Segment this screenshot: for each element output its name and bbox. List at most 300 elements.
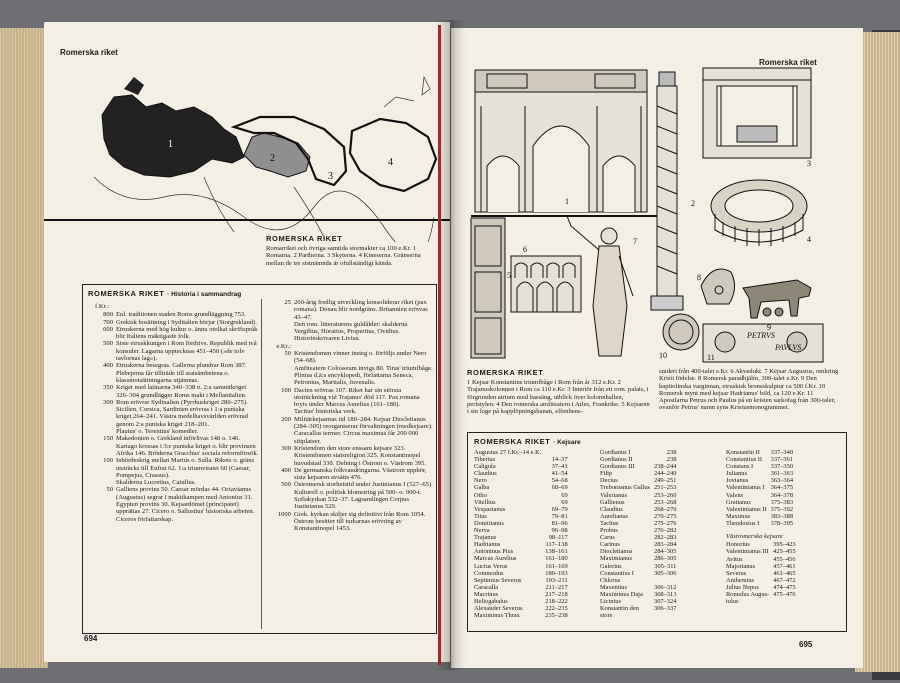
map-caption xyxy=(266,234,436,267)
emperor-name: Hadrianus xyxy=(474,541,501,549)
ivory-carving-illustration xyxy=(471,218,505,358)
emperor-name: Gordianus II xyxy=(600,456,633,464)
map-caption-text: Romarriket och övriga samtida stormakter ca 100 e.Kr. 1 Romarna. 2 Partherna. 3 Skyterna. 4 Kineserna. Gränserna mellan de tre sistnämnda är ofullständigt kända. xyxy=(266,245,421,267)
emperor-name: Avitus xyxy=(726,555,743,563)
illus-number-2: 2 xyxy=(691,199,695,208)
emperor-name: Titus xyxy=(474,512,487,520)
emperor-reign: 238 xyxy=(666,456,677,464)
emperor-reign: 383–388 xyxy=(770,512,794,520)
emperor-row xyxy=(600,612,682,619)
timeline-entry xyxy=(265,365,433,387)
emperor-name: tulus xyxy=(726,598,739,606)
emperor-reign: 284–305 xyxy=(654,548,677,556)
emperor-name: Antoninus Pius xyxy=(474,548,514,556)
left-page-edges xyxy=(0,28,48,668)
illustration-caption-text-left: 1 Kejsar Konstantins triumfbåge i Rom från år 312 e.Kr. 2 Trajanuskolonnen i Rom ca 110 e.Kr. 3 Interiör från ett rom. palats, i förgrunden atrium med bassäng, utblick över kolonnhallen, peristylen. 4 Den romerska amfiteatern i Arles, Frankrike. 5 Kejsaren i sin loge på kapplöpningsbanan, elfenbens- xyxy=(467,379,650,416)
emperor-row xyxy=(474,527,574,534)
emperor-reign: 249–251 xyxy=(654,477,677,485)
emperor-name: Caligula xyxy=(474,463,496,471)
chinese-region xyxy=(350,119,436,191)
emperor-reign: 337–340 xyxy=(770,449,794,456)
timeline-column-1 xyxy=(87,303,259,523)
emperor-row xyxy=(726,499,799,506)
emperor-name: Gallienus xyxy=(600,498,625,506)
emperor-row xyxy=(474,506,574,513)
emperor-name: Julianus xyxy=(726,470,747,478)
timeline-text: Grek. kyrkan skiljer sig definitivt från Rom 1054. Östrom besitter till turkarnas erövring av Konstantinopel 1453. xyxy=(294,510,426,533)
hadrian-coin-illustration xyxy=(663,314,699,350)
emperor-reign xyxy=(773,598,801,605)
timeline-text: Plautus' o. Terentius' komedier. xyxy=(116,428,199,436)
emperors-box xyxy=(467,432,847,632)
emperor-row xyxy=(726,506,799,513)
emperor-name: Maximianus xyxy=(600,555,632,563)
timeline-text: Kriget med latinarna 340–338 o. 2:a samnitkriget 326–304 grundlägger Roms makt i Mellanitalien. xyxy=(116,384,247,399)
timeline-year: 100 xyxy=(103,457,113,465)
emperor-name: Konstantin II xyxy=(726,449,760,456)
emperor-reign: 222–235 xyxy=(545,605,568,613)
emperor-row xyxy=(600,570,682,577)
emperor-name: Konstantin den xyxy=(600,605,639,613)
illus-number-7: 7 xyxy=(633,237,637,246)
emperor-name: Trebonianus Gallus xyxy=(600,484,651,492)
emperor-name: Licinius xyxy=(600,597,621,605)
map-number-4: 4 xyxy=(388,157,393,168)
emperor-name: Valerianus xyxy=(600,491,627,499)
emperor-name: Trajanus xyxy=(474,534,497,542)
bookmark-ribbon xyxy=(438,25,441,665)
emperor-reign: 37–41 xyxy=(551,463,568,471)
parthian-region xyxy=(244,133,310,177)
emperor-reign: 14–37 xyxy=(551,456,568,464)
emperor-name: Majorianus xyxy=(726,562,756,570)
timeline-year: 50 xyxy=(106,486,113,494)
western-emperors-heading: Västromerska kejsare xyxy=(726,533,783,541)
emperor-name: Tacitus xyxy=(600,519,619,527)
timeline-entry xyxy=(265,343,433,350)
emperor-reign: 161–180 xyxy=(545,555,568,563)
emperor-row xyxy=(600,477,682,484)
emperor-row xyxy=(600,605,682,612)
emperor-reign: 276–282 xyxy=(654,527,677,535)
timeline-text: Grekisk bosättning i Syditalien börjar (Storgrekland). xyxy=(116,318,257,326)
emperor-name: Heliogabalus xyxy=(474,597,508,605)
emperor-row xyxy=(600,555,682,562)
emperor-row xyxy=(474,563,574,570)
emperor-row xyxy=(474,456,574,463)
timeline-year: 200 xyxy=(281,415,291,423)
emperor-row xyxy=(726,492,799,499)
emperor-reign: 81–96 xyxy=(551,519,568,527)
emperor-name: Carinus xyxy=(600,541,620,549)
emperor-row xyxy=(726,584,802,591)
emperor-row xyxy=(474,598,574,605)
timeline-entry xyxy=(87,457,259,479)
illus-number-3: 3 xyxy=(807,159,811,168)
emperor-row xyxy=(474,499,574,506)
history-summary-title: ROMERSKA RIKET · Historia i sammandrag xyxy=(88,289,242,298)
emperor-row xyxy=(726,591,802,598)
emperor-reign: 378–395 xyxy=(770,519,794,527)
illus-number-1: 1 xyxy=(565,197,569,206)
emperor-row xyxy=(474,449,574,456)
timeline-entry xyxy=(87,384,259,399)
emperor-reign: 69 xyxy=(561,498,568,506)
emperor-name: Domitianus xyxy=(474,519,504,527)
emperor-row xyxy=(474,570,574,577)
timeline-text: Kristendom den store enssam kejsare 323. Kristendomen statsreligion 325. Konstantinopel huvudstad 330. Delning i Östrom o. Västrom 395. xyxy=(294,444,427,467)
emperor-row xyxy=(726,570,802,577)
emperor-name: Valentinianus III xyxy=(726,548,769,556)
emperor-row xyxy=(726,470,799,477)
illus-number-5: 5 xyxy=(507,271,511,280)
emperor-reign: 161–169 xyxy=(545,562,568,570)
emperor-name: Lucius Verus xyxy=(474,562,508,570)
emperor-reign: 69 xyxy=(561,491,568,499)
timeline-year: 300 xyxy=(281,444,291,452)
emperor-row xyxy=(474,577,574,584)
emperor-reign: 425–455 xyxy=(773,548,796,556)
timeline-entry xyxy=(265,350,433,365)
map-number-2: 2 xyxy=(270,153,275,164)
timeline-text: Tacitus' historiska verk. xyxy=(294,408,357,416)
world-map xyxy=(84,67,444,242)
illustration-caption-title: ROMERSKA RIKET xyxy=(467,368,544,377)
timeline-entry xyxy=(87,479,259,486)
emperor-name: Commodus xyxy=(474,569,504,577)
emperor-reign: 306–312 xyxy=(654,583,677,591)
emperor-reign xyxy=(654,577,682,584)
emperor-row xyxy=(600,456,682,463)
timeline-heading-bc: f.Kr.: xyxy=(95,303,109,310)
timeline-entry xyxy=(265,445,433,467)
emperor-reign: 79–81 xyxy=(551,512,568,520)
emperor-reign: 211–217 xyxy=(545,583,568,591)
timeline-entry xyxy=(265,511,433,533)
emperor-reign: 238–244 xyxy=(654,463,677,471)
map-rule xyxy=(44,219,450,221)
timeline-text: Skalderna Lucretius, Catullus. xyxy=(116,479,196,487)
timeline-entry xyxy=(87,340,259,362)
emperor-row xyxy=(726,541,802,548)
emperor-reign: 253–260 xyxy=(654,491,677,499)
timeline-text: Inbördeskrig mellan Marius o. Sulla. Rikets o. gräns utsträcks till Eufrat 62. 1:a triumviratet 60 (Caesar, Pompejus, Crassus). xyxy=(116,457,255,479)
emperor-name: Gordianus I xyxy=(600,449,631,456)
left-page xyxy=(44,22,450,662)
emperor-reign: 455–456 xyxy=(773,555,796,563)
emperor-reign: 307–324 xyxy=(654,597,677,605)
svg-text:PAVLVS: PAVLVS xyxy=(775,343,802,352)
emperor-name: Septimius Severus xyxy=(474,576,522,584)
emperor-name: Nero xyxy=(474,477,487,485)
timeline-entry xyxy=(87,428,259,435)
emperor-name: Filip xyxy=(600,470,613,478)
timeline-year xyxy=(265,365,294,387)
emperor-name: Carus xyxy=(600,534,615,542)
emperor-row xyxy=(474,470,574,477)
illus-number-4: 4 xyxy=(807,235,811,244)
emperor-name: Julius Nepos xyxy=(726,583,759,591)
illus-number-8: 8 xyxy=(697,273,701,282)
emperor-reign: 283–284 xyxy=(654,541,677,549)
timeline-year: 150 xyxy=(103,435,113,443)
page-number-right: 695 xyxy=(799,640,813,649)
emperor-row xyxy=(600,449,682,456)
emperor-row xyxy=(474,520,574,527)
timeline-column-2 xyxy=(265,299,433,533)
timeline-year xyxy=(265,321,294,343)
sarcophagus-illustration xyxy=(703,324,823,362)
emperor-reign: 364–375 xyxy=(770,484,794,492)
emperor-reign: 68–69 xyxy=(551,484,568,492)
emperor-row xyxy=(600,584,682,591)
timeline-year: 600 xyxy=(103,325,113,333)
timeline-year xyxy=(87,428,116,435)
timeline-year: 25 xyxy=(284,299,291,306)
emperor-row xyxy=(600,598,682,605)
emperor-reign: 275–276 xyxy=(654,519,677,527)
emperor-reign: 238 xyxy=(666,449,677,456)
timeline-entry xyxy=(265,321,433,343)
emperor-name: Constantius I xyxy=(600,569,634,577)
emperor-reign: 305–306 xyxy=(654,569,677,577)
emperor-row xyxy=(726,463,799,470)
emperor-row xyxy=(600,577,682,584)
emperor-row xyxy=(600,591,682,598)
emperor-reign: 54–68 xyxy=(551,477,568,485)
emperor-reign: 41–54 xyxy=(551,470,568,478)
illus-number-9: 9 xyxy=(767,323,771,332)
timeline-year: 400 xyxy=(281,466,291,474)
emperor-name: Tiberius xyxy=(474,456,496,464)
emperor-name: Chlorus xyxy=(600,576,621,584)
emperor-reign: 337–361 xyxy=(770,456,794,464)
emperor-row xyxy=(600,548,682,555)
emperor-row xyxy=(600,534,682,541)
emperor-row xyxy=(600,470,682,477)
emperor-row xyxy=(726,477,799,484)
emperor-reign: 306–337 xyxy=(654,605,677,613)
timeline-text: Militärkejsarnas tid 180–284. Kejsar Diocletianus (284–305) reorganiserar förvaltningen (medkejsare). Caracallas termer. Circus maximus får 200 000 sittplatser. xyxy=(294,415,433,445)
timeline-year: 50 xyxy=(284,350,291,358)
emperor-row xyxy=(600,563,682,570)
timeline-text: Etruskerna besegras. Gallerna plundrar Rom 387. Plebejerna får tillträde till statsämbetena o. klassmotsättningarna utjämnas. xyxy=(116,362,247,384)
emperor-row xyxy=(474,541,574,548)
emperor-reign: 286–305 xyxy=(654,555,677,563)
emperor-name: Anthemius xyxy=(726,576,755,584)
emperor-name: Galba xyxy=(474,484,490,492)
timeline-entry xyxy=(87,326,259,341)
emperor-reign: 364–378 xyxy=(770,491,794,499)
map-number-3: 3 xyxy=(328,171,333,182)
timeline-text: Dacien erövras 107. Riket har sin största utsträckning vid Trajanus' död 117. Pax romana bryts under Marcus Aurelius (161–180). xyxy=(294,386,420,409)
roman-empire-region xyxy=(102,95,244,177)
timeline-entry xyxy=(87,311,259,318)
emperor-reign: 253–268 xyxy=(654,498,677,506)
timeline-text: Enl. traditionen staden Roms grundläggning 753. xyxy=(116,311,246,319)
emperor-name: Vitellius xyxy=(474,498,496,506)
triumphal-arch-illustration xyxy=(471,70,657,216)
emperor-name: Romulus Augus- xyxy=(726,590,770,598)
emperor-row xyxy=(474,591,574,598)
emperor-name: Theodosius I xyxy=(726,519,760,527)
emperor-reign: 235–238 xyxy=(545,612,568,620)
emperor-row xyxy=(726,484,799,491)
emperor-name: Macrinus xyxy=(474,590,499,598)
emperor-name: store xyxy=(600,612,613,620)
emperor-name: Maximinus Daja xyxy=(600,590,643,598)
history-summary-box xyxy=(82,284,437,634)
emperor-row xyxy=(474,555,574,562)
emperor-reign: 305–311 xyxy=(654,562,677,570)
timeline-entry xyxy=(87,362,259,384)
emperor-row xyxy=(600,492,682,499)
timeline-entry xyxy=(265,387,433,409)
timeline-year: 350 xyxy=(103,384,113,392)
timeline-entry xyxy=(87,435,259,457)
running-header-right: Romerska riket xyxy=(759,58,817,67)
emperor-reign xyxy=(654,612,682,619)
timeline-text: Etruskerna med hög kultur o. ännu otolkat skriftspråk blir Italiens mäktigaste folk. xyxy=(116,325,258,341)
emperor-name: Galerius xyxy=(600,562,622,570)
britannia-region xyxy=(124,77,144,95)
timeline-year xyxy=(265,408,294,415)
emperor-name: Augustus 27 f.Kr.–14 e.K. xyxy=(474,449,542,456)
emperors-column-3 xyxy=(726,449,802,605)
emperor-reign: 461–465 xyxy=(773,569,796,577)
emperor-row xyxy=(600,541,682,548)
emperor-reign: 193–211 xyxy=(545,576,568,584)
emperor-reign: 251–253 xyxy=(654,484,677,492)
illustration-caption-text-right: snideri från 400-talet e.Kr. 6 Akvedukt. 7 Kejsar Augustus, omkring Kristi födelse. 8 Romersk paradhjälm, 300-talet e.Kr. 9 Den kapitolinska varginnan, etruskisk bronsskulptur ca 500 f.Kr. 10 Romersk mynt med kejsar Hadrianus' bild, ca 120 e.Kr. 11 Apostlarna Petrus och Paulus på en kristen sarkofag från 300-talet; ovanför Petrus' namn syns Kristusmonogrammet. xyxy=(659,368,839,412)
emperor-row xyxy=(600,463,682,470)
emperor-row xyxy=(474,477,574,484)
emperor-row xyxy=(474,612,574,619)
emperor-name: Probus xyxy=(600,527,618,535)
timeline-entry xyxy=(87,486,259,522)
emperor-row xyxy=(726,513,799,520)
emperor-name: Claudius xyxy=(600,505,623,513)
emperor-row xyxy=(600,513,682,520)
emperors-column-1 xyxy=(474,449,574,619)
timeline-text: De germanska folkvandringarna. Västrom upphör, sista kejsaren avsätts 476. xyxy=(294,466,427,482)
emperor-reign: 467–472 xyxy=(773,576,796,584)
emperor-reign: 69–79 xyxy=(551,505,568,513)
emperor-row xyxy=(726,548,802,555)
emperor-name: Marcus Aurelius xyxy=(474,555,517,563)
emperor-row xyxy=(474,605,574,612)
emperor-row xyxy=(726,556,802,563)
emperor-name: Alexander Severus xyxy=(474,605,523,613)
emperor-name: Diocletianus xyxy=(600,548,633,556)
timeline-entry xyxy=(265,416,433,445)
timeline-entry xyxy=(265,299,433,321)
emperor-row xyxy=(600,506,682,513)
emperor-row xyxy=(726,456,799,463)
emperor-reign: 361–363 xyxy=(770,470,794,478)
timeline-year: 100 xyxy=(281,386,291,394)
timeline-year: 1000 xyxy=(277,510,291,518)
emperor-name: Valens xyxy=(726,491,744,499)
emperor-name: Aurelianus xyxy=(600,512,629,520)
timeline-year: 400 xyxy=(103,362,113,370)
page-number-left: 694 xyxy=(84,634,98,643)
emperor-reign: 337–350 xyxy=(770,463,794,471)
svg-text:PETRVS: PETRVS xyxy=(747,331,775,340)
timeline-year: 500 xyxy=(281,481,291,489)
emperor-reign: 138–161 xyxy=(545,548,568,556)
emperor-name: Maxentius xyxy=(600,583,627,591)
emperor-row xyxy=(474,534,574,541)
emperor-row xyxy=(726,563,802,570)
emperor-row xyxy=(474,513,574,520)
timeline-text xyxy=(294,343,433,350)
emperor-reign: 218–222 xyxy=(545,597,568,605)
emperor-reign: 282–283 xyxy=(654,534,677,542)
aqueduct-illustration xyxy=(511,256,581,312)
emperor-reign: 395–423 xyxy=(773,541,796,549)
amphitheatre-illustration xyxy=(711,180,807,246)
emperor-reign: 375–392 xyxy=(770,505,794,513)
timeline-text: Östromersk storhetstid under Justinianus I (527–65). Kulturell o. politisk blomstring på 500- o. 900-t. Sofiakyrkan 532–37. Lagsamlingen Corpus Justinianus 529. xyxy=(294,481,433,511)
emperor-row xyxy=(600,499,682,506)
emperor-name: Nerva xyxy=(474,527,490,535)
emperor-name: Valentinianus II xyxy=(726,505,767,513)
timeline-text: Den rom. litteraturens guldålder: skalderna Vergilius, Horatius, Propertius, Ovidius. Historieskrivaren Livius. xyxy=(294,320,408,343)
emperor-row xyxy=(726,520,799,527)
timeline-entry xyxy=(87,319,259,326)
emperor-name: Maximinus Thrax xyxy=(474,612,520,620)
emperor-reign: 308–313 xyxy=(654,590,677,598)
running-header-left: Romerska riket xyxy=(60,48,118,57)
timeline-text: Siste etruskkungen i Rom fördrivs. Republik med två konsuler. Lagarna upptecknas 451–450 (»de tolv tavlornas lag»). xyxy=(116,340,257,363)
emperor-row xyxy=(726,449,799,456)
map-number-1: 1 xyxy=(168,139,173,150)
timeline-entry xyxy=(265,467,433,482)
emperor-reign xyxy=(545,449,573,456)
map-caption-title: ROMERSKA RIKET xyxy=(266,234,343,243)
emperor-name: Otho xyxy=(474,491,487,499)
illus-number-6: 6 xyxy=(523,245,527,254)
emperor-row xyxy=(600,484,682,491)
emperor-name: Constans I xyxy=(726,463,754,471)
emperor-reign: 217–218 xyxy=(545,590,568,598)
emperor-row xyxy=(726,598,802,605)
emperor-reign: 474–475 xyxy=(773,583,796,591)
emperors-title: ROMERSKA RIKET · Kejsare xyxy=(474,437,581,446)
timeline-entry xyxy=(265,481,433,510)
emperor-reign: 457–461 xyxy=(773,562,796,570)
timeline-year: e.Kr.: xyxy=(276,342,291,350)
illustration-plate xyxy=(467,66,847,364)
emperor-row xyxy=(600,527,682,534)
emperor-name: Gratianus xyxy=(726,498,751,506)
illus-number-11: 11 xyxy=(707,353,715,362)
timeline-text: Makedonien o. Grekland införlivas 148 o. 146. Kartago krossas i 3:e puniska kriget o. blir provinsen Afrika 146. Bröderna Gracchus' sociala reformförsök. xyxy=(116,435,259,457)
timeline-year: 800 xyxy=(103,311,113,319)
emperor-reign: 475–476 xyxy=(773,590,796,598)
emperor-name: Constantius II xyxy=(726,456,763,464)
emperor-name: Honorius xyxy=(726,541,750,549)
emperor-name: Maximus xyxy=(726,512,751,520)
emperors-column-2 xyxy=(600,449,682,619)
emperor-row xyxy=(600,520,682,527)
emperor-name: Vespasianus xyxy=(474,505,506,513)
illustration-caption-left xyxy=(467,368,651,415)
emperor-row xyxy=(474,484,574,491)
emperor-name: Jovianus xyxy=(726,477,749,485)
emperor-reign: 270–275 xyxy=(654,512,677,520)
